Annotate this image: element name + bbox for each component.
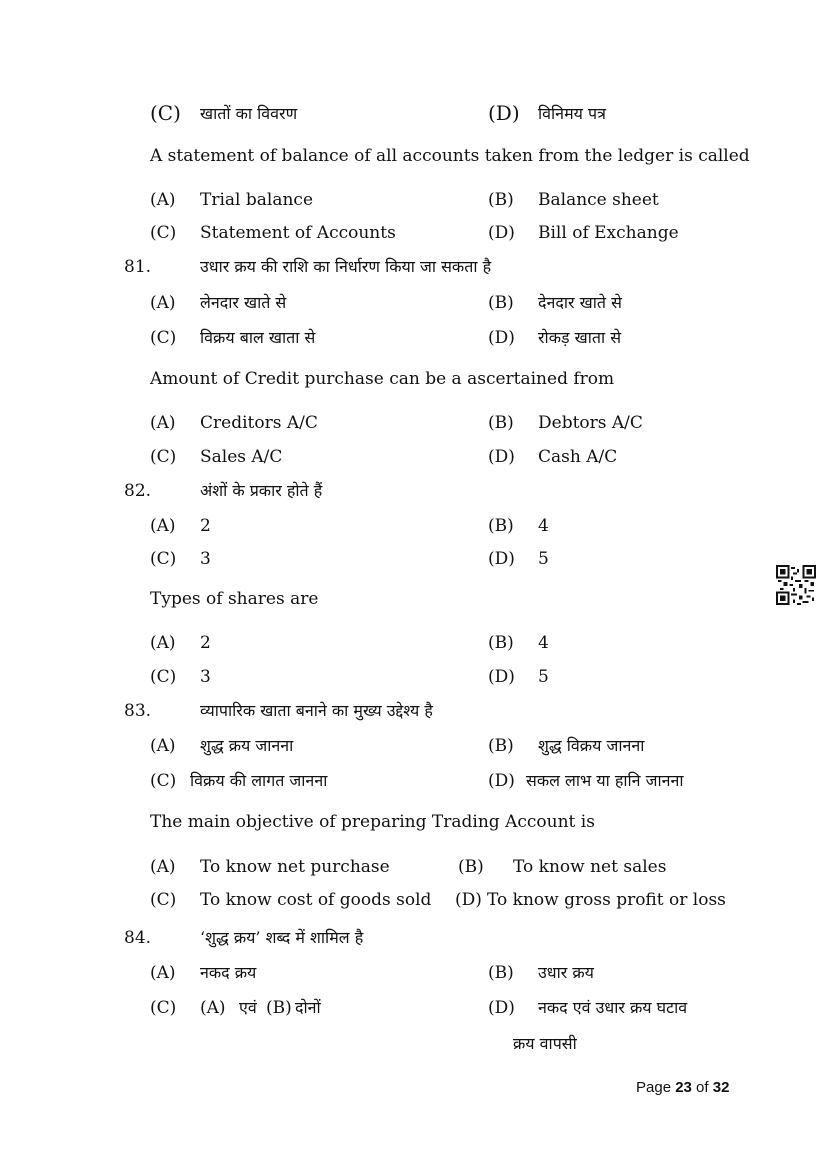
qr-code-icon: [776, 565, 816, 605]
option-label: (A): [150, 413, 176, 433]
option-text: 2: [200, 516, 211, 536]
question-number: 84.: [124, 928, 152, 948]
option-text: Statement of Accounts: [200, 223, 396, 243]
option-label: (A): [150, 963, 176, 983]
option-text: नकद एवं उधार क्रय घटाव: [538, 998, 688, 1017]
option-label: (D): [488, 667, 515, 687]
page-prefix: Page: [636, 1079, 676, 1096]
option-text: विक्रय की लागत जानना: [190, 771, 328, 790]
option-label: (B): [488, 413, 514, 433]
option-text: शुद्ध क्रय जानना: [200, 736, 294, 755]
option-text: 3: [200, 667, 211, 687]
question-text-hi: उधार क्रय की राशि का निर्धारण किया जा सकता है: [200, 257, 492, 276]
option-label: (D): [455, 890, 482, 910]
option-label: (A): [150, 736, 176, 756]
option-text: To know gross profit or loss: [487, 890, 726, 910]
page-sep: of: [691, 1079, 713, 1096]
question-number: 81.: [124, 257, 152, 277]
option-text: Balance sheet: [538, 190, 659, 210]
option-label: (D): [488, 549, 515, 569]
option-label: (A): [150, 293, 176, 313]
option-text: Bill of Exchange: [538, 223, 679, 243]
option-label: (D): [488, 998, 515, 1018]
question-text-en: Amount of Credit purchase can be a ascertained from: [150, 369, 615, 389]
option-text: नकद क्रय: [200, 963, 257, 982]
option-text: लेनदार खाते से: [200, 293, 287, 312]
question-number: 83.: [124, 701, 152, 721]
option-text: Cash A/C: [538, 447, 618, 467]
option-label: (A): [150, 633, 176, 653]
question-text-en: The main objective of preparing Trading Account is: [150, 812, 595, 832]
question-text-hi: व्यापारिक खाता बनाने का मुख्य उद्देश्य है: [200, 701, 433, 720]
option-text-part: दोनों: [295, 998, 321, 1017]
option-label: (D): [488, 771, 515, 791]
option-label: (D): [488, 328, 515, 348]
option-label: (B): [488, 190, 514, 210]
option-label: (C): [150, 771, 177, 791]
option-text-part: (A): [200, 998, 226, 1018]
option-text: 4: [538, 516, 549, 536]
option-label: (C): [150, 667, 177, 687]
page-current: 23: [675, 1079, 692, 1096]
option-text-part: एवं: [239, 998, 257, 1017]
option-text: 3: [200, 549, 211, 569]
option-text: शुद्ध विक्रय जानना: [538, 736, 645, 755]
option-label: (A): [150, 857, 176, 877]
option-text-part: (B): [266, 998, 292, 1018]
question-number: 82.: [124, 481, 152, 501]
option-text: To know net sales: [513, 857, 667, 877]
option-text: To know cost of goods sold: [200, 890, 432, 910]
option-label: (B): [488, 633, 514, 653]
question-text-hi: ‘शुद्ध क्रय’ शब्द में शामिल है: [200, 928, 364, 947]
page-number: [636, 1079, 729, 1096]
option-text: Trial balance: [200, 190, 313, 210]
option-label: (B): [458, 857, 484, 877]
option-text: 5: [538, 549, 549, 569]
option-text: विक्रय बाल खाता से: [200, 328, 316, 347]
option-label: (C): [150, 328, 177, 348]
option-text: खातों का विवरण: [200, 104, 298, 123]
option-label: (A): [150, 516, 176, 536]
option-text-continued: क्रय वापसी: [513, 1034, 577, 1053]
option-text: 2: [200, 633, 211, 653]
question-text-en: A statement of balance of all accounts taken from the ledger is called: [150, 146, 750, 166]
option-text: विनिमय पत्र: [538, 104, 606, 123]
option-text: Debtors A/C: [538, 413, 643, 433]
option-text: 4: [538, 633, 549, 653]
option-label: (A): [150, 190, 176, 210]
option-text: To know net purchase: [200, 857, 390, 877]
option-label: (D): [488, 101, 520, 125]
option-label: (C): [150, 447, 177, 467]
option-text: 5: [538, 667, 549, 687]
question-text-hi: अंशों के प्रकार होते हैं: [200, 481, 323, 500]
page-total: 32: [712, 1079, 730, 1096]
option-label: (D): [488, 447, 515, 467]
option-label: (C): [150, 223, 177, 243]
option-label: (B): [488, 963, 514, 983]
option-label: (C): [150, 101, 181, 125]
option-text: Sales A/C: [200, 447, 283, 467]
option-label: (C): [150, 549, 177, 569]
option-label: (C): [150, 998, 177, 1018]
option-label: (C): [150, 890, 177, 910]
option-text: रोकड़ खाता से: [538, 328, 622, 347]
option-text: सकल लाभ या हानि जानना: [526, 771, 684, 790]
option-text: देनदार खाते से: [538, 293, 622, 312]
option-label: (D): [488, 223, 515, 243]
option-text: Creditors A/C: [200, 413, 318, 433]
option-label: (B): [488, 516, 514, 536]
option-label: (B): [488, 293, 514, 313]
question-text-en: Types of shares are: [150, 589, 319, 609]
option-label: (B): [488, 736, 514, 756]
option-text: उधार क्रय: [538, 963, 594, 982]
